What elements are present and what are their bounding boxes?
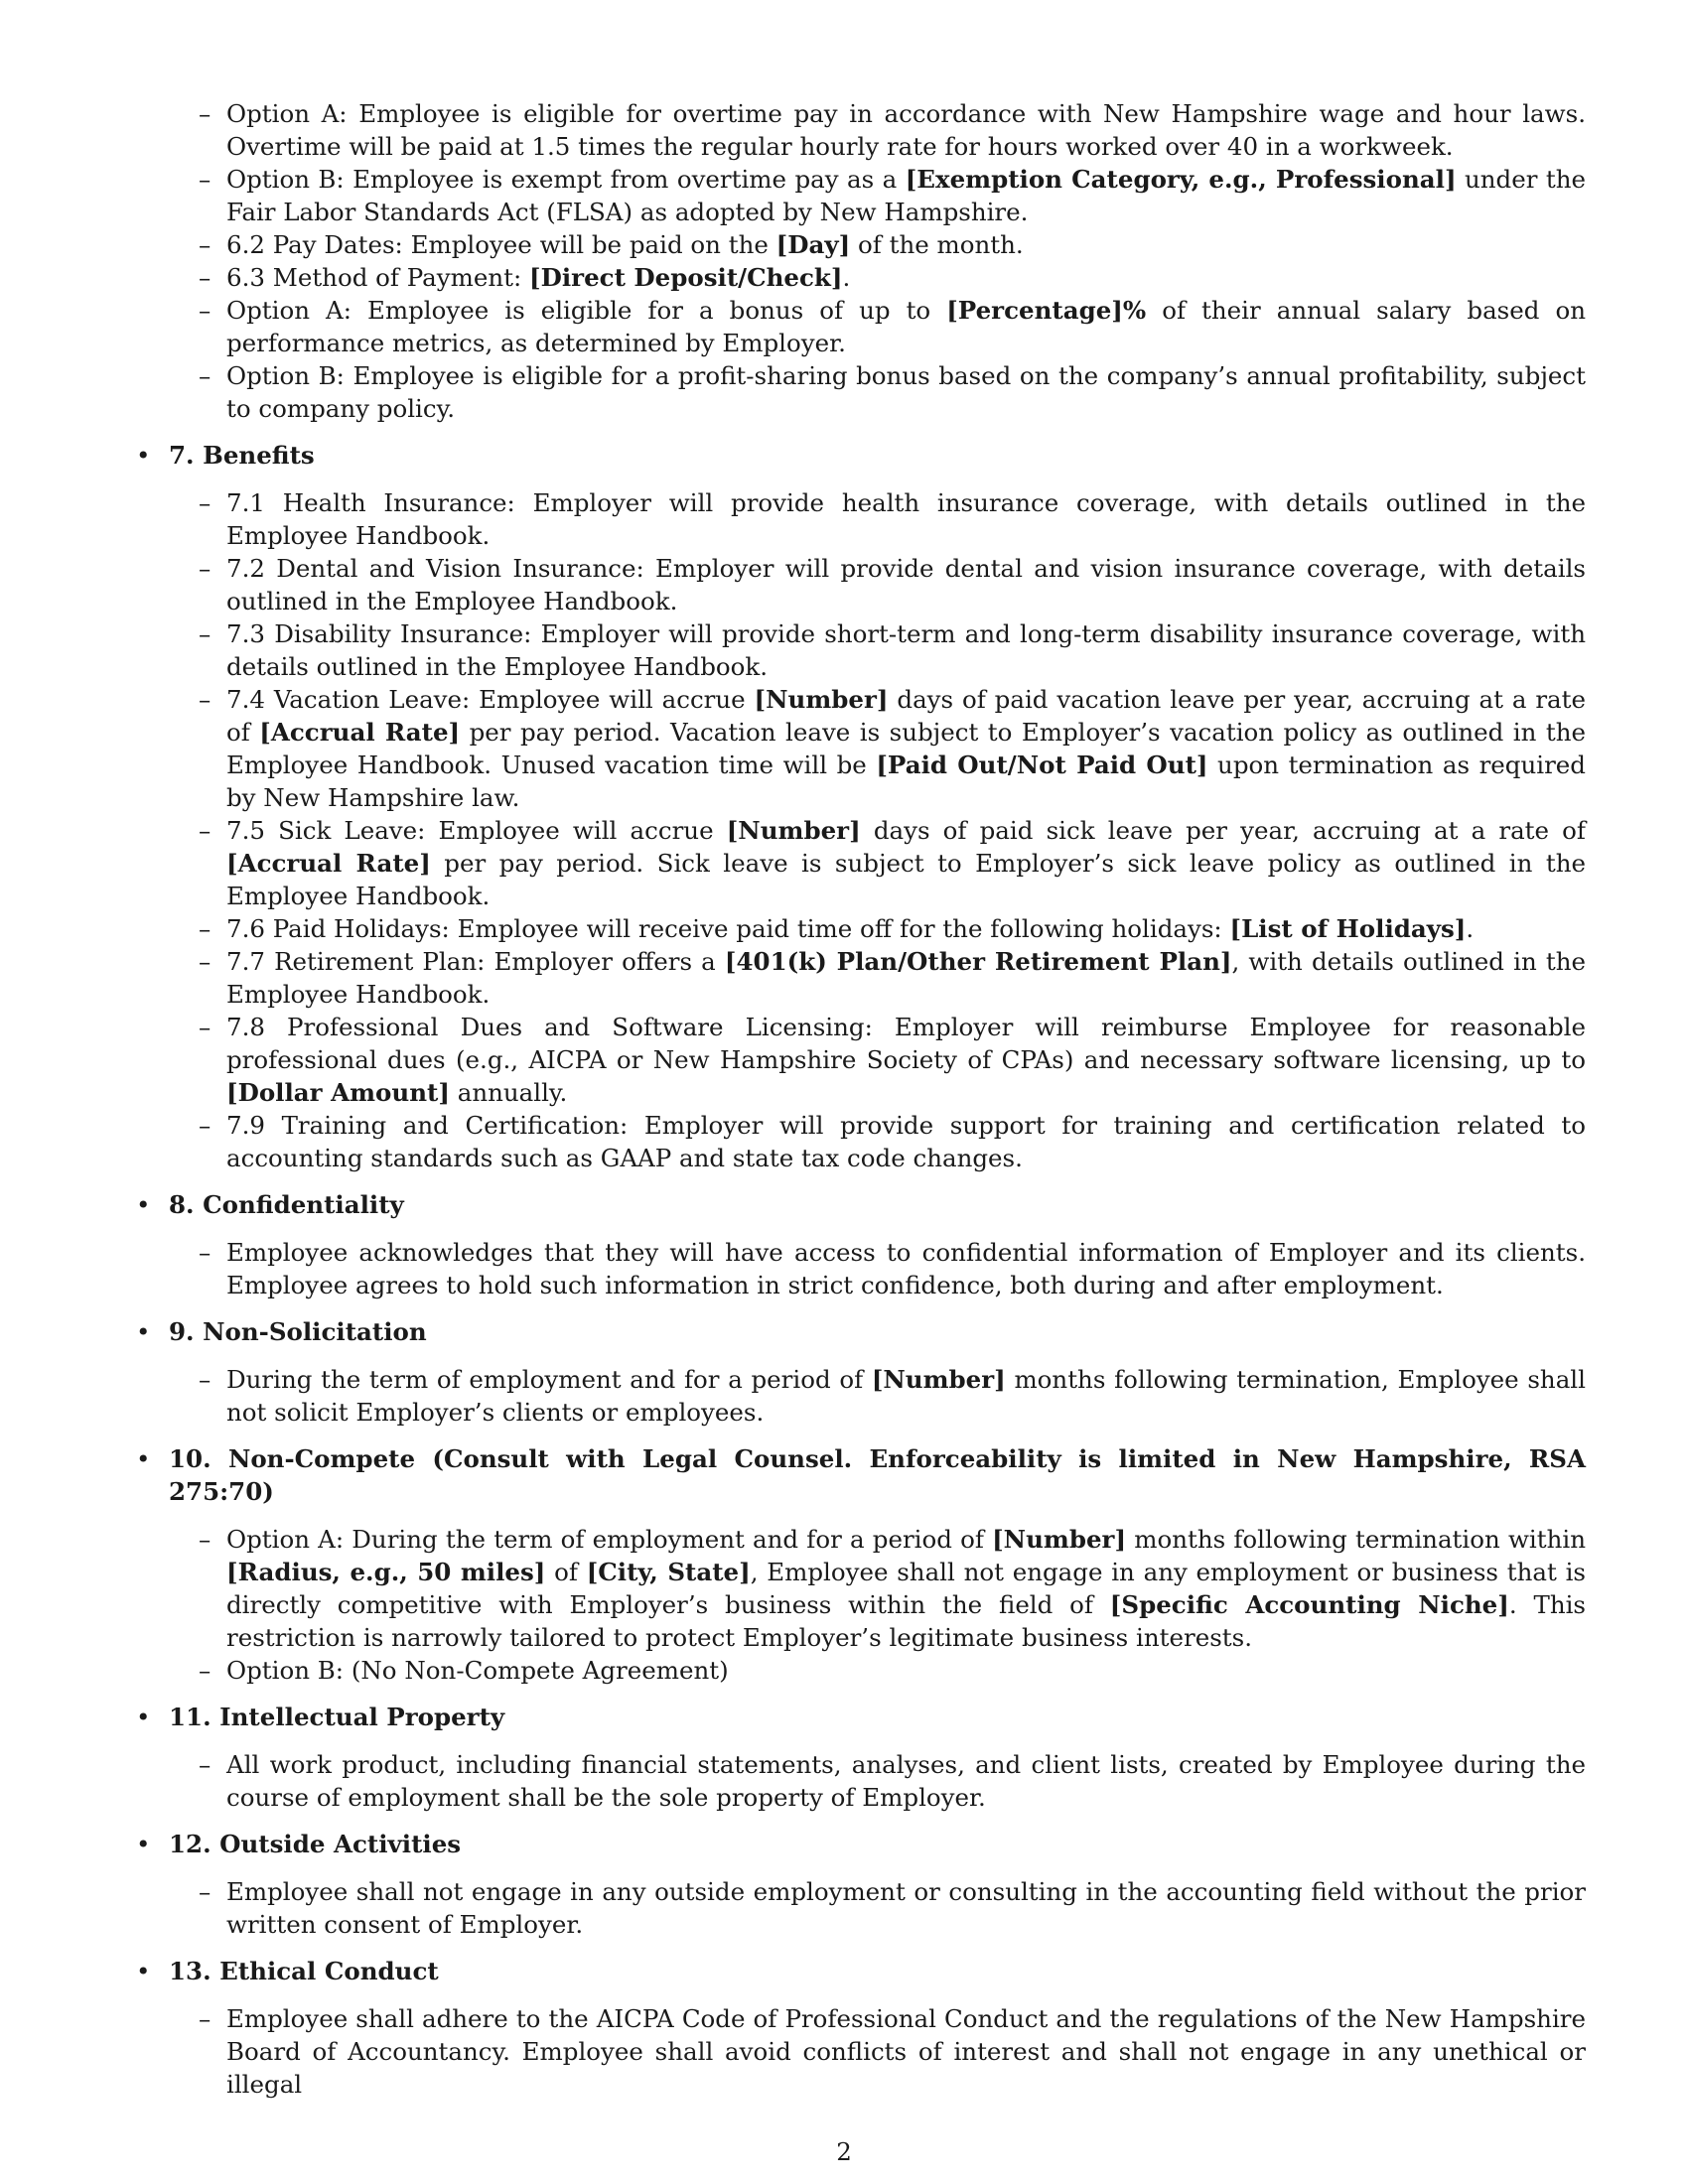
document-body bbox=[136, 97, 1586, 2101]
non-compete-option-b: – Option B: (No Non-Compete Agreement) bbox=[226, 1654, 1586, 1687]
page-number: 2 bbox=[836, 2137, 852, 2166]
vacation-accrual-field: [Accrual Rate] bbox=[259, 718, 461, 747]
section-heading-outside-activities: • 12. Outside Activities bbox=[136, 1828, 1586, 1860]
disability-item: – 7.3 Disability Insurance: Employer will provide short-term and long-term disability insurance coverage, with details outlined in the Employee Handbook. bbox=[226, 617, 1586, 683]
ip-sublist bbox=[136, 1748, 1586, 1814]
vacation-payout-field: [Paid Out/Not Paid Out] bbox=[876, 751, 1208, 779]
pay-dates-item: – 6.2 Pay Dates: Employee will be paid on the [Day] of the month. bbox=[226, 228, 1586, 261]
retirement-plan-item: – 7.7 Retirement Plan: Employer offers a [401(k) Plan/Other Retirement Plan], with details outlined in the Employee Handbook. bbox=[226, 945, 1586, 1011]
non-compete-sublist bbox=[136, 1523, 1586, 1687]
exemption-category-field: [Exemption Category, e.g., Professional] bbox=[905, 165, 1457, 194]
percentage-field: [Percentage]% bbox=[946, 296, 1147, 325]
outside-activities-item: – Employee shall not engage in any outside employment or consulting in the accounting field without the prior written consent of Employer. bbox=[226, 1875, 1586, 1941]
section-heading-benefits: • 7. Benefits bbox=[136, 439, 1586, 472]
benefits-sublist bbox=[136, 486, 1586, 1174]
overtime-option-b: – Option B: Employee is exempt from overtime pay as a [Exemption Category, e.g., Professional] under the Fair Labor Standards Act (FLSA) as adopted by New Hampshire. bbox=[226, 163, 1586, 228]
non-compete-option-a: – Option A: During the term of employment and for a period of [Number] months following termination within [Radius, e.g., 50 miles] of [City, State], Employee shall not engage in any employment or business that is directly competitive with Employer’s business within the field of [Specific Accounting Niche]. This restriction is narrowly tailored to protect Employer’s legitimate business interests. bbox=[226, 1523, 1586, 1654]
confidentiality-sublist bbox=[136, 1236, 1586, 1301]
bonus-option-b: – Option B: Employee is eligible for a profit-sharing bonus based on the company’s annual profitability, subject to company policy. bbox=[226, 359, 1586, 425]
vacation-leave-item: – 7.4 Vacation Leave: Employee will accrue [Number] days of paid vacation leave per year, accruing at a rate of [Accrual Rate] per pay period. Vacation leave is subject to Employer’s vacation policy as outlined in the Employee Handbook. Unused vacation time will be [Paid Out/Not Paid Out] upon termination as required by New Hampshire law. bbox=[226, 683, 1586, 814]
day-field: [Day] bbox=[775, 230, 851, 259]
retirement-plan-field: [401(k) Plan/Other Retirement Plan] bbox=[724, 947, 1232, 976]
payment-method-item: – 6.3 Method of Payment: [Direct Deposit/Check]. bbox=[226, 261, 1586, 294]
dollar-amount-field: [Dollar Amount] bbox=[226, 1078, 450, 1107]
confidentiality-item: – Employee acknowledges that they will have access to confidential information of Employer and its clients. Employee agrees to hold such information in strict confidence, both during and after employment. bbox=[226, 1236, 1586, 1301]
section-heading-ethical-conduct: • 13. Ethical Conduct bbox=[136, 1955, 1586, 1987]
outside-activities-sublist bbox=[136, 1875, 1586, 1941]
vacation-days-field: [Number] bbox=[754, 685, 889, 714]
sick-accrual-field: [Accrual Rate] bbox=[226, 849, 431, 878]
non-solicitation-sublist bbox=[136, 1363, 1586, 1429]
bonus-option-a: – Option A: Employee is eligible for a bonus of up to [Percentage]% of their annual salary based on performance metrics, as determined by Employer. bbox=[226, 294, 1586, 359]
health-insurance-item: – 7.1 Health Insurance: Employer will provide health insurance coverage, with details outlined in the Employee Handbook. bbox=[226, 486, 1586, 552]
section-heading-non-compete: • 10. Non-Compete (Consult with Legal Counsel. Enforceability is limited in New Hampshire, RSA 275:70) bbox=[136, 1442, 1586, 1508]
radius-field: [Radius, e.g., 50 miles] bbox=[226, 1558, 546, 1586]
city-state-field: [City, State] bbox=[586, 1558, 751, 1586]
section-heading-confidentiality: • 8. Confidentiality bbox=[136, 1188, 1586, 1221]
section-heading-non-solicitation: • 9. Non-Solicitation bbox=[136, 1315, 1586, 1348]
payment-method-field: [Direct Deposit/Check] bbox=[529, 263, 843, 292]
solicitation-months-field: [Number] bbox=[871, 1365, 1006, 1394]
ethics-item: – Employee shall adhere to the AICPA Code of Professional Conduct and the regulations of the New Hampshire Board of Accountancy. Employee shall avoid conflicts of interest and shall not engage in any unethical or illegal bbox=[226, 2002, 1586, 2101]
paid-holidays-item: – 7.6 Paid Holidays: Employee will receive paid time off for the following holidays: [List of Holidays]. bbox=[226, 912, 1586, 945]
training-item: – 7.9 Training and Certification: Employer will provide support for training and certification related to accounting standards such as GAAP and state tax code changes. bbox=[226, 1109, 1586, 1174]
ip-item: – All work product, including financial statements, analyses, and client lists, created by Employee during the course of employment shall be the sole property of Employer. bbox=[226, 1748, 1586, 1814]
holidays-field: [List of Holidays] bbox=[1229, 914, 1467, 943]
compensation-sublist bbox=[136, 97, 1586, 425]
compete-months-field: [Number] bbox=[992, 1525, 1127, 1554]
accounting-niche-field: [Specific Accounting Niche] bbox=[1109, 1590, 1509, 1619]
professional-dues-item: – 7.8 Professional Dues and Software Licensing: Employer will reimburse Employee for reasonable professional dues (e.g., AICPA or New Hampshire Society of CPAs) and necessary software licensing, up to [Dollar Amount] annually. bbox=[226, 1011, 1586, 1109]
non-solicitation-item: – During the term of employment and for a period of [Number] months following termination, Employee shall not solicit Employer’s clients or employees. bbox=[226, 1363, 1586, 1429]
overtime-option-a: – Option A: Employee is eligible for overtime pay in accordance with New Hampshire wage and hour laws. Overtime will be paid at 1.5 times the regular hourly rate for hours worked over 40 in a workweek. bbox=[226, 97, 1586, 163]
sick-leave-item: – 7.5 Sick Leave: Employee will accrue [Number] days of paid sick leave per year, accruing at a rate of [Accrual Rate] per pay period. Sick leave is subject to Employer’s sick leave policy as outlined in the Employee Handbook. bbox=[226, 814, 1586, 912]
dental-vision-item: – 7.2 Dental and Vision Insurance: Employer will provide dental and vision insurance coverage, with details outlined in the Employee Handbook. bbox=[226, 552, 1586, 617]
sick-days-field: [Number] bbox=[726, 816, 861, 845]
ethics-sublist bbox=[136, 2002, 1586, 2101]
section-heading-intellectual-property: • 11. Intellectual Property bbox=[136, 1701, 1586, 1733]
